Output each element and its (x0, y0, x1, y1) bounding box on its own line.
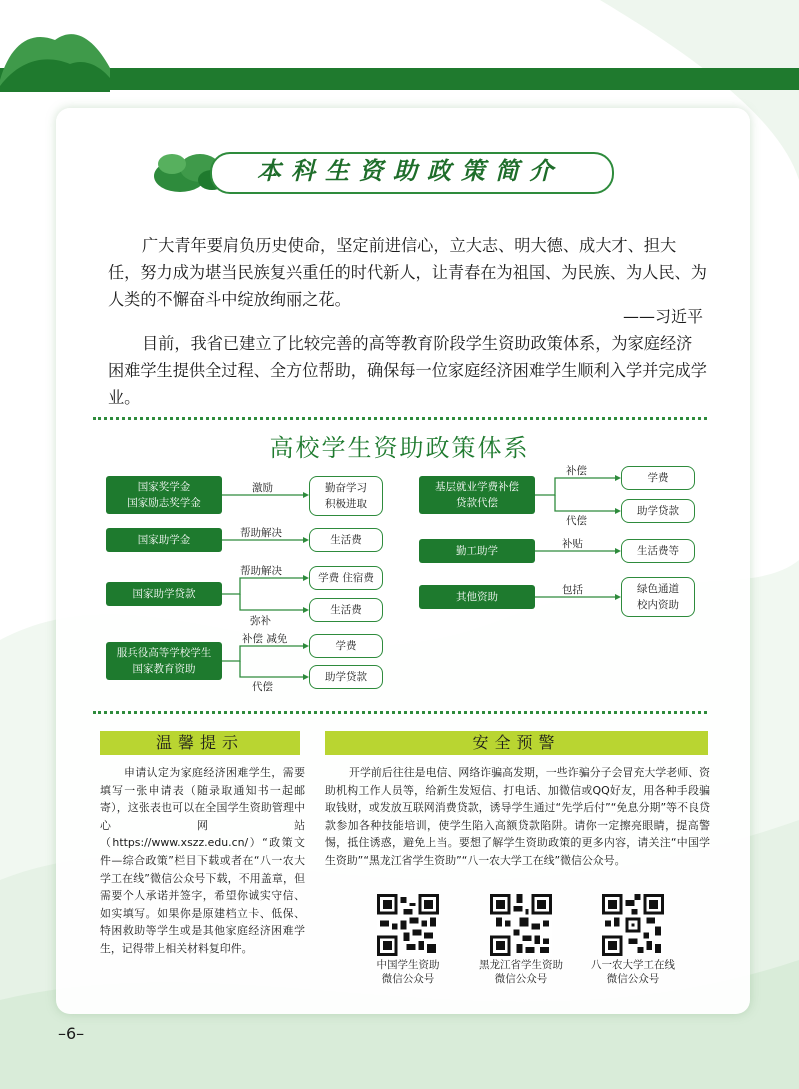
military-target-box-2: 助学贷款 (309, 665, 383, 689)
loan-box: 国家助学贷款 (106, 582, 222, 606)
grant-box: 国家助学金 (106, 528, 222, 552)
top-green-bar (0, 68, 799, 90)
page-number: –6– (58, 1024, 85, 1043)
system-title: 高校学生资助政策体系 (269, 434, 530, 462)
other-target1: 绿色通道 (637, 583, 679, 595)
military-edge-label-1: 补偿 减免 (242, 633, 288, 645)
grassroots-box (419, 476, 535, 514)
intro-policy: 目前，我省已建立了比较完善的高等教育阶段学生资助政策体系，为家庭经济困难学生提供全过程、全方位帮助，确保每一位家庭经济困难学生顺利入学并完成学业。 (108, 334, 707, 407)
grassroots-edge-label-2: 代偿 (566, 515, 587, 527)
tips-heading: 温馨提示 (100, 731, 300, 755)
qr-code-icon (377, 894, 439, 956)
other-box: 其他资助 (419, 585, 535, 609)
dotted-divider (93, 417, 707, 420)
qr-caption-3 (573, 958, 693, 986)
scholarship-line1: 国家奖学金 (137, 481, 191, 493)
mountain-decoration-icon (0, 20, 110, 92)
military-box (106, 642, 222, 680)
qr-caption-2 (461, 958, 581, 986)
grant-target-box: 生活费 (309, 528, 383, 552)
loan-target-box-1: 学费 住宿费 (309, 566, 383, 590)
scholarship-target1: 勤奋学习 (325, 482, 367, 494)
scholarship-target-box (309, 476, 383, 516)
military-target-box-1: 学费 (309, 634, 383, 658)
intro-quote: 广大青年要肩负历史使命，坚定前进信心，立大志、明大德、成大才、担大任，努力成为堪当民族复兴重任的时代新人，让青春在为祖国、为民族、为人民、为人类的不懈奋斗中绽放绚丽之花。 (108, 236, 707, 309)
grassroots-edge-label-1: 补偿 (566, 465, 587, 477)
military-line1: 服兵役高等学校学生 (116, 647, 212, 659)
loan-target-box-2: 生活费 (309, 598, 383, 622)
military-edge-label-2: 代偿 (252, 681, 273, 693)
quote-author: ——习近平 (622, 307, 703, 326)
dotted-divider-2 (93, 711, 707, 714)
warning-heading: 安全预警 (325, 731, 708, 755)
qr-caption-2-line2: 微信公众号 (494, 973, 548, 985)
scholarship-edge-label: 激励 (252, 482, 273, 494)
qr-caption-1-line2: 微信公众号 (381, 973, 435, 985)
grassroots-target-box-1: 学费 (621, 466, 695, 490)
warning-body: 开学前后往往是电信、网络诈骗高发期，一些诈骗分子会冒充大学老师、资助机构工作人员等，给新生发短信、打电话、加微信或QQ好友，用各种手段骗取钱财，或发放互联网消费贷款，诱导学生通过“先学后付”“免息分期”等不良贷款参加各种技能培训，使学生陷入高额贷款陷阱。请你一定擦亮眼睛，提高警惕，抵住诱惑，避免上当。要想了解学生资助政策的更多内容，请关注“中国学生资助”“黑龙江省学生资助”“八一农大学工在线”微信公众号。 (325, 766, 710, 867)
scholarship-target2: 积极进取 (325, 498, 367, 510)
loan-edge-label-2: 弥补 (250, 615, 271, 627)
grassroots-line2: 贷款代偿 (456, 497, 498, 509)
tips-body: 申请认定为家庭经济困难学生，需要填写一张申请表（随录取通知书一起邮寄），这张表也可以在全国学生资助管理中心网站（https://www.xszz.edu.cn/）“政策文件—综合政策”栏目下载或者在“八一农大学工在线”微信公众号下载，不用盖章，但需要个人承诺并签字，希望你诚实守信、如实填写。如果你是原建档立卡、低保、特困救助等学生或是其他家庭经济困难学生，记得带上相关材料复印件。 (100, 766, 305, 955)
qr-code-icon (490, 894, 552, 956)
grassroots-target-box-2: 助学贷款 (621, 499, 695, 523)
qr-caption-3-line1: 八一农大学工在线 (591, 959, 675, 971)
page-title: 本科生资助政策简介 (257, 156, 563, 185)
other-target-box (621, 577, 695, 617)
military-line2: 国家教育资助 (132, 663, 196, 675)
qr-code-icon (602, 894, 664, 956)
workstudy-box: 勤工助学 (419, 539, 535, 563)
qr-caption-3-line2: 微信公众号 (606, 973, 660, 985)
workstudy-edge-label: 补贴 (562, 538, 583, 550)
scholarship-box (106, 476, 222, 514)
grant-edge-label: 帮助解决 (240, 527, 282, 539)
other-target2: 校内资助 (637, 599, 679, 611)
loan-edge-label-1: 帮助解决 (240, 565, 282, 577)
scholarship-line2: 国家励志奖学金 (127, 497, 201, 509)
qr-caption-2-line1: 黑龙江省学生资助 (479, 959, 563, 971)
qr-caption-1-line1: 中国学生资助 (376, 959, 440, 971)
other-edge-label: 包括 (562, 584, 583, 596)
title-banner (150, 146, 620, 194)
workstudy-target-box: 生活费等 (621, 539, 695, 563)
qr-caption-1 (348, 958, 468, 986)
grassroots-line1: 基层就业学费补偿 (435, 481, 519, 493)
